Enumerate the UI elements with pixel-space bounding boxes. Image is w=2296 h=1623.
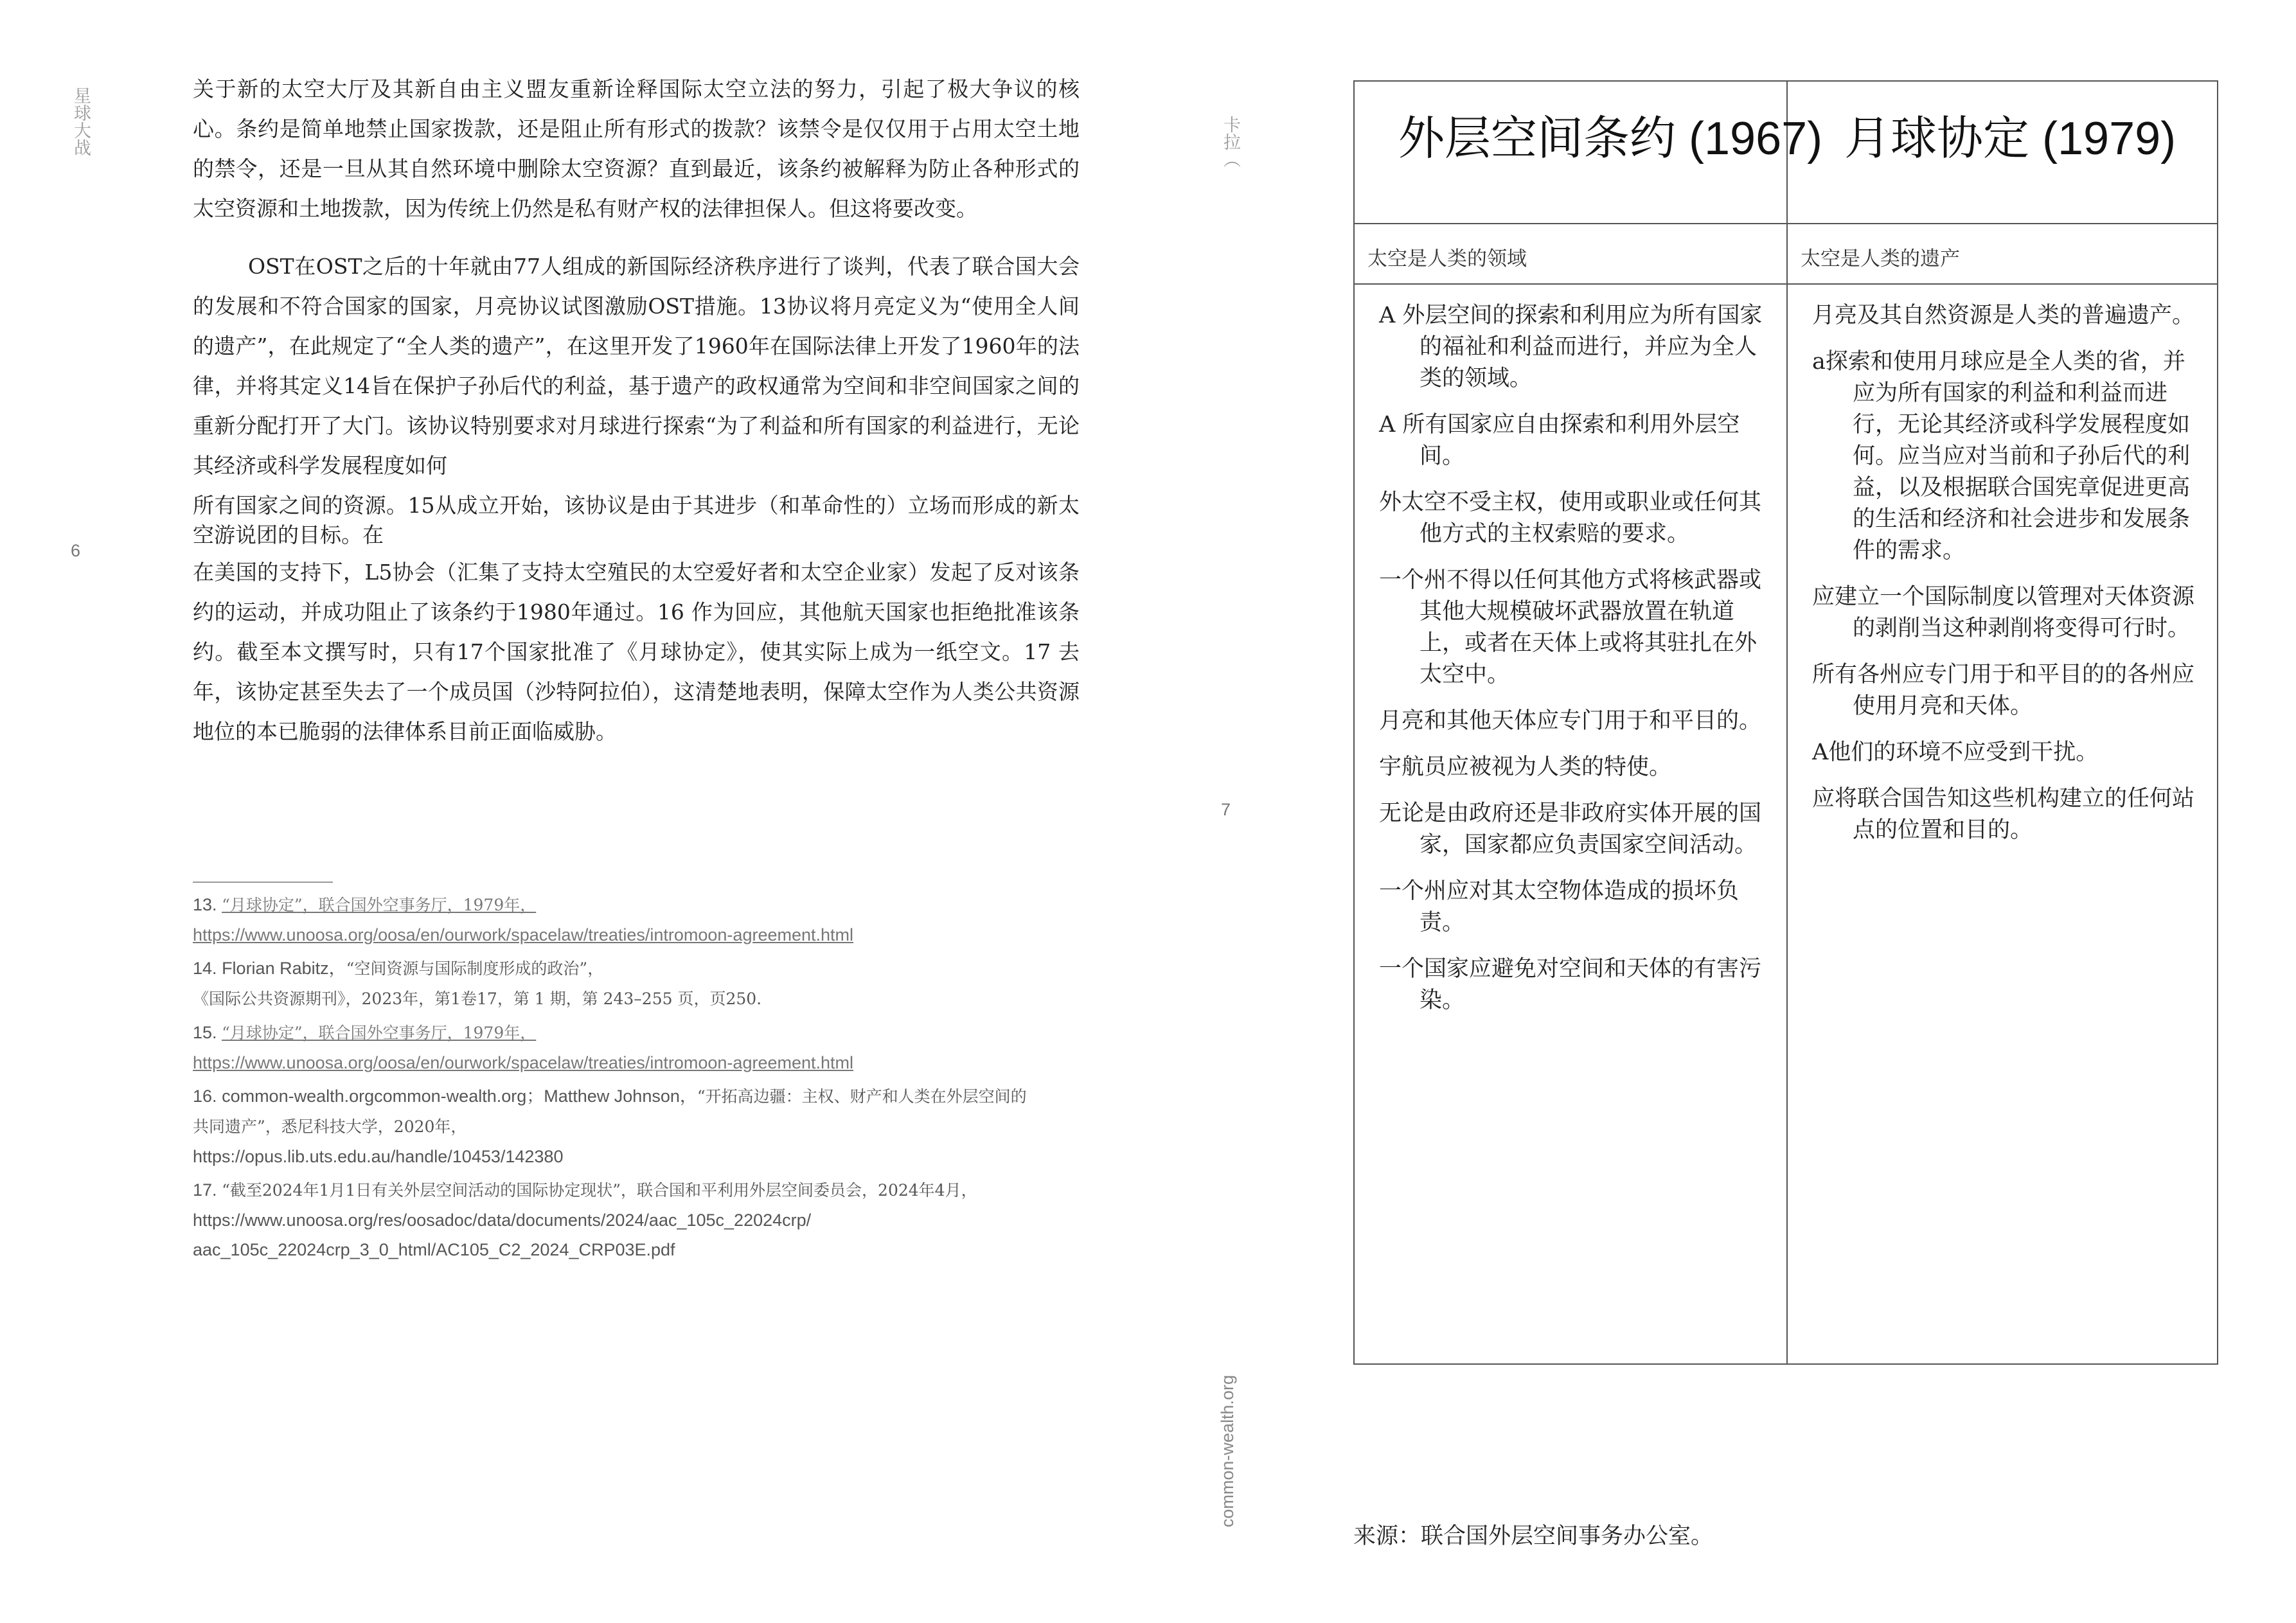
- footnote-number: 14.: [193, 959, 217, 978]
- col2-provisions: [1812, 300, 2207, 861]
- footnote-number: 15.: [193, 1023, 217, 1042]
- footnote-title: “截至2024年1月1日有关外层空间活动的国际协定现状”，联合国和平利用外层空间委员会，2024年4月，: [222, 1181, 977, 1200]
- provision-item: 应将联合国告知这些机构建立的任何站点的位置和目的。: [1812, 786, 2195, 843]
- footnote-number: 16.: [193, 1086, 217, 1106]
- footnote-publication: 《国际公共资源期刊》，2023年，第1卷17，第 1 期，第 243–255 页，页250.: [193, 989, 762, 1008]
- provision-item: 无论是由政府还是非政府实体开展的国家，国家都应负责国家空间活动。: [1379, 801, 1762, 858]
- provision-item: 月亮和其他天体应专门用于和平目的。: [1379, 708, 1762, 734]
- provision-item: a探索和使用月球应是全人类的省，并应为所有国家的利益和利益而进行，无论其经济或科学发展程度如何。应当应对当前和子孙后代的利益，以及根据联合国宪章促进更高的生活和经济和社会进步和发展条件的需求。: [1812, 349, 2191, 563]
- col1-provisions: [1379, 300, 1777, 1031]
- paragraph-2: OST在OST之后的十年就由77人组成的新国际经济秩序进行了谈判，代表了联合国大会的发展和不符合国家的国家，月亮协议试图激励OST措施。13协议将月亮定义为“使用全人间的遗产”，在此规定了“全人类的遗产”，在这里开发了1960年在国际法律上开发了1960年的法律，并将其定义14旨在保护子孙后代的利益，基于遗产的政权通常为空间和非空间国家之间的重新分配打开了大门。该协议特别要求对月球进行探索“为了利益和所有国家的利益进行，无论其经济或科学发展程度如何: [193, 254, 1080, 478]
- provision-item: 宇航员应被视为人类的特使。: [1379, 754, 1672, 780]
- running-head-left: 星球大战: [71, 87, 91, 156]
- provision-item: 所有各州应专门用于和平目的的各州应使用月亮和天体。: [1812, 662, 2195, 719]
- source-note: 来源：联合国外层空间事务办公室。: [1353, 1523, 1714, 1549]
- footnote-link[interactable]: https://www.unoosa.org/oosa/en/ourwork/spacelaw/treaties/intromoon-agreement.html: [193, 1053, 854, 1072]
- treaty-comparison-table: [1353, 80, 2218, 1365]
- footnote-number: 13.: [193, 895, 217, 914]
- column-divider: [1786, 82, 1788, 1363]
- header-moon-agreement: 月球协定 (1979): [1844, 113, 2176, 164]
- site-name: common-wealth.org: [1218, 1375, 1237, 1528]
- footnote-16: [193, 1081, 1028, 1171]
- subheader-col1: 太空是人类的领域: [1367, 247, 1527, 270]
- row-divider: [1355, 223, 2217, 224]
- provision-item: 一个州应对其太空物体造成的损坏负责。: [1379, 878, 1740, 936]
- page-number-left: 6: [71, 541, 81, 560]
- paragraph-4: 在美国的支持下，L5协会（汇集了支持太空殖民的太空爱好者和太空企业家）发起了反对该条约的运动，并成功阻止了该条约于1980年通过。16 作为回应，其他航天国家也拒绝批准该条约。截至本文撰写时，只有17个国家批准了《月球协定》，使其实际上成为一纸空文。17 去年，该协定甚至失去了一个成员国（沙特阿拉伯），这清楚地表明，保障太空作为人类公共资源地位的本已脆弱的法律体系目前正面临威胁。: [193, 560, 1080, 744]
- footnote-title[interactable]: “月球协定”，联合国外空事务厅，1979年，: [222, 1024, 537, 1042]
- provision-item: A 所有国家应自由探索和利用外层空间。: [1379, 412, 1740, 469]
- footnote-14: [193, 953, 1080, 1014]
- provision-item: 一个州不得以任何其他方式将核武器或其他大规模破坏武器放置在轨道上，或者在天体上或将其驻扎在外太空中。: [1379, 567, 1762, 687]
- footnote-title[interactable]: “月球协定”，联合国外空事务厅，1979年，: [222, 896, 537, 914]
- header-outer-space-treaty: 外层空间条约 (1967): [1398, 113, 1823, 164]
- footnote-15: [193, 1018, 1080, 1078]
- paragraph-1: 关于新的太空大厅及其新自由主义盟友重新诠释国际太空立法的努力，引起了极大争议的核心。条约是简单地禁止国家拨款，还是阻止所有形式的拨款？该禁令是仅仅用于占用太空土地的禁令，还是一旦从其自然环境中删除太空资源？直到最近，该条约被解释为防止各种形式的太空资源和土地拨款，因为传统上仍然是私有财产权的法律担保人。但这将要改变。: [193, 76, 1080, 221]
- footnote-link[interactable]: https://www.unoosa.org/res/oosadoc/data/documents/2024/aac_105c_22024crp/: [193, 1211, 812, 1230]
- provision-item: A他们的环境不应受到干扰。: [1812, 740, 2099, 765]
- paragraph-3: 所有国家之间的资源。15从成立开始，该协议是由于其进步（和革命性的）立场而形成的新太空游说团的目标。在: [193, 493, 1080, 547]
- provision-item: 应建立一个国际制度以管理对天体资源的剥削当这种剥削将变得可行时。: [1812, 584, 2195, 641]
- page-number-right: 7: [1221, 800, 1231, 819]
- running-head-right: 卡拉（: [1220, 116, 1240, 168]
- footnote-title: “开拓高边疆：主权、财产和人类在外层空间的共同遗产”，悉尼科技大学，2020年，: [193, 1087, 1027, 1136]
- provision-item: 月亮及其自然资源是人类的普遍遗产。: [1812, 303, 2195, 328]
- footnote-link[interactable]: https://www.unoosa.org/oosa/en/ourwork/spacelaw/treaties/intromoon-agreement.html: [193, 925, 854, 945]
- footnote-link[interactable]: https://opus.lib.uts.edu.au/handle/10453/142380: [193, 1147, 564, 1166]
- footnotes: [193, 890, 1080, 1268]
- footnote-author: Florian Rabitz，: [222, 959, 346, 978]
- footnote-number: 17.: [193, 1180, 217, 1200]
- body-text: [193, 69, 1080, 752]
- footnote-link[interactable]: aac_105c_22024crp_3_0_html/AC105_C2_2024_CRP03E.pdf: [193, 1240, 675, 1259]
- provision-item: A 外层空间的探索和利用应为所有国家的福祉和利益而进行，并应为全人类的领域。: [1379, 303, 1763, 391]
- row-divider: [1355, 283, 2217, 285]
- footnote-17: [193, 1175, 990, 1264]
- footnote-13: [193, 890, 1080, 950]
- footnote-rule: [193, 882, 333, 883]
- provision-item: 一个国家应避免对空间和天体的有害污染。: [1379, 956, 1762, 1013]
- footnote-author: common-wealth.orgcommon-wealth.org；Matthew Johnson，: [222, 1086, 697, 1106]
- footnote-title: “空间资源与国际制度形成的政治”，: [346, 959, 604, 978]
- provision-item: 外太空不受主权，使用或职业或任何其他方式的主权索赔的要求。: [1379, 490, 1762, 547]
- subheader-col2: 太空是人类的遗产: [1801, 247, 1960, 270]
